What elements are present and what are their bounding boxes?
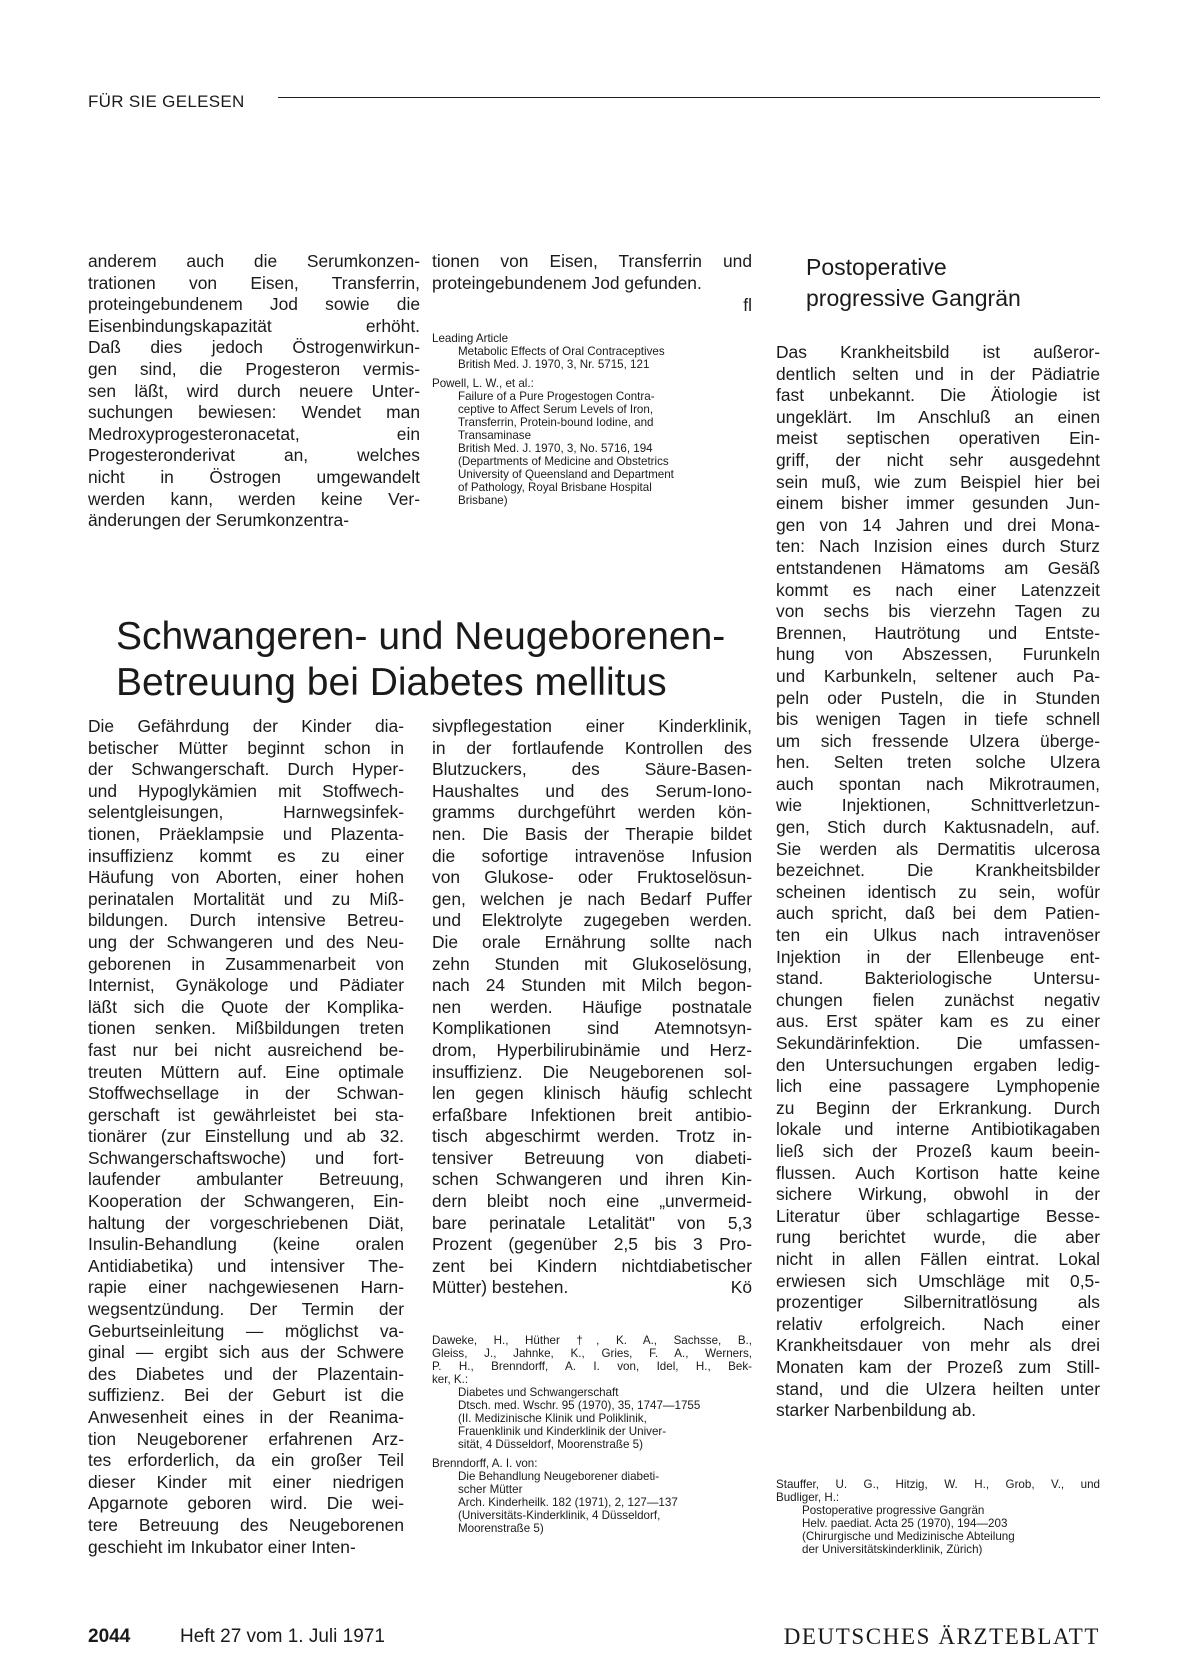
text-line: einem bisher immer gesunden Jun- [776, 493, 1100, 514]
text-line: von Glukose- oder Fruktoselösun- [432, 867, 752, 888]
reference-detail: Die Behandlung Neugeborener diabeti- [458, 1470, 660, 1483]
reference-author: Daweke, H., Hüther †, K. A., Sachsse, B., [432, 1334, 752, 1347]
text-line: Insulin-Behandlung (keine oralen [88, 1234, 404, 1255]
reference [776, 1478, 1100, 1556]
article2-references [432, 1334, 752, 1541]
article2-column-1 [88, 716, 404, 1558]
reference-detail: Helv. paediat. Acta 25 (1970), 194—203 [802, 1517, 1008, 1530]
text-line: scheinen identisch zu sein, wofür [776, 881, 1100, 902]
text-line: starker Narbenbildung ab. [776, 1400, 977, 1421]
text-line: meist septischen operativen Ein- [776, 428, 1100, 449]
text-line: tionärer (zur Einstellung und ab 32. [88, 1126, 404, 1147]
author-initials: Kö [730, 1277, 752, 1298]
text-line: der Schwangerschaft. Durch Hyper- [88, 759, 404, 780]
text-line: griff, der nicht sehr ausgedehnt [776, 449, 1100, 470]
text-line: Geburtseinleitung — möglichst va- [88, 1320, 404, 1341]
reference-detail: (Universitäts-Kinderklinik, 4 Düsseldorf, [458, 1509, 661, 1522]
text-line: nen werden. Häufige postnatale [432, 996, 752, 1017]
article3-title [806, 252, 1021, 314]
reference [432, 377, 752, 507]
reference-detail: British Med. J. 1970, 3, Nr. 5715, 121 [458, 358, 650, 371]
reference-detail: Metabolic Effects of Oral Contraceptives [458, 345, 665, 358]
text-line: dentlich selten und in der Pädiatrie [776, 363, 1100, 384]
text-line: sen läßt, wird durch neuere Unter- [88, 380, 420, 401]
text-line: ließ sich der Prozeß kaum beein- [776, 1140, 1100, 1161]
text-line: Antidiabetika) und intensiver The- [88, 1255, 404, 1276]
text-line: von sechs bis vierzehn Tagen zu [776, 601, 1100, 622]
text-line: ginal — ergibt sich aus der Schwere [88, 1342, 404, 1363]
text-line: tisch abgeschirmt werden. Trotz in- [432, 1126, 752, 1147]
text-line: Apgarnote geboren wird. Die wei- [88, 1493, 404, 1514]
reference-detail: (Chirurgische und Medizinische Abteilung [802, 1530, 1015, 1543]
text-line: den Untersuchungen ergaben ledig- [776, 1054, 1100, 1075]
text-line: Komplikationen sind Atemnotsyn- [432, 1018, 752, 1039]
text-line: fast nur bei nicht ausreichend be- [88, 1039, 404, 1060]
text-line: lich eine passagere Lymphopenie [776, 1076, 1100, 1097]
text-line: Progesteronderivat an, welches [88, 445, 420, 466]
article1-column-2 [432, 251, 752, 294]
text-line: zehn Stunden mit Glukoselösung, [432, 953, 752, 974]
text-line: zent bei Kindern nichtdiabetischer [432, 1255, 752, 1276]
title-line: Betreuung bei Diabetes mellitus [116, 661, 667, 704]
text-line: änderungen der Serumkonzentra- [88, 510, 350, 531]
article1-column-1 [88, 251, 420, 532]
text-line: geschieht im Inkubator einer Inten- [88, 1536, 356, 1557]
text-line: Eisenbindungskapazität erhöht. [88, 315, 420, 336]
text-line: auch spricht, daß bei dem Patien- [776, 903, 1100, 924]
text-line: wie Injektionen, Schnittverletzun- [776, 795, 1100, 816]
issue-info: Heft 27 vom 1. Juli 1971 [180, 1626, 385, 1647]
text-line: Brennen, Hautrötung und Entste- [776, 622, 1100, 643]
text-line: bare perinatale Letalität" von 5,3 [432, 1212, 752, 1233]
reference-author: Brenndorff, A. I. von: [432, 1457, 538, 1470]
reference-author: ker, K.: [432, 1373, 469, 1386]
text-line: tere Betreuung des Neugeborenen [88, 1514, 404, 1535]
text-line: suffizienz. Bei der Geburt ist die [88, 1385, 404, 1406]
reference-author: Budliger, H.: [776, 1491, 840, 1504]
text-line: Anwesenheit eines in der Reanima- [88, 1407, 404, 1427]
text-line: um sich fressende Ulzera überge- [776, 730, 1100, 751]
reference-detail: Brisbane) [458, 494, 508, 507]
text-line: ung der Schwangeren und des Neu- [88, 931, 404, 952]
text-line: betischer Mütter beginnt schon in [88, 737, 404, 758]
text-line: lokale und interne Antibiotikagaben [776, 1119, 1100, 1140]
text-line: bis wenigen Tagen in tiefe schnell [776, 709, 1100, 730]
reference-detail: of Pathology, Royal Brisbane Hospital [458, 481, 652, 494]
journal-name: DEUTSCHES ÄRZTEBLATT [783, 1624, 1100, 1649]
text-line: auch spontan nach Mikrotraumen, [776, 773, 1100, 794]
text-line: anderem auch die Serumkonzen- [88, 251, 420, 271]
reference-detail: Diabetes und Schwangerschaft [458, 1386, 619, 1399]
reference-author: Gleiss, J., Jahnke, K., Gries, F. A., Werners, [432, 1347, 752, 1360]
text-line: stand. Bakteriologische Untersu- [776, 968, 1100, 989]
reference [432, 332, 752, 371]
text-line: proteingebundenem Jod sowie die [88, 294, 420, 315]
text-line: gen sind, die Progesteron vermis- [88, 358, 420, 379]
text-line: fast unbekannt. Die Ätiologie ist [776, 385, 1100, 406]
reference-detail: Transaminase [458, 429, 532, 442]
text-line: nicht in Östrogen umgewandelt [88, 466, 420, 487]
text-line: Blutzuckers, des Säure-Basen- [432, 759, 752, 780]
text-line: gramms durchgeführt werden kön- [432, 802, 752, 823]
text-line: nen. Die Basis der Therapie bildet [432, 823, 752, 844]
reference-detail: (Departments of Medicine and Obstetrics [458, 455, 669, 468]
reference-author: P. H., Brenndorff, A. I. von, Idel, H., Bek- [432, 1360, 752, 1373]
text-line: tion Neugeborener erfahrenen Arz- [88, 1428, 404, 1449]
text-line: suchungen bewiesen: Wendet man [88, 402, 420, 423]
text-line: dieser Kinder mit einer niedrigen [88, 1471, 404, 1492]
reference-detail: Postoperative progressive Gangrän [802, 1504, 985, 1517]
text-line: prozentiger Silbernitratlösung als [776, 1292, 1100, 1313]
text-line: perinatalen Mortalität und zu Miß- [88, 888, 404, 909]
text-line: werden kann, werden keine Ver- [88, 488, 420, 509]
article2-column-2 [432, 716, 752, 1299]
text-line: sivpflegestation einer Kinderklinik, [432, 716, 752, 736]
text-line: Die orale Ernährung sollte nach [432, 931, 752, 952]
text-line: bezeichnet. Die Krankheitsbilder [776, 860, 1100, 881]
reference-detail: der Universitätskinderklinik, Zürich) [802, 1543, 983, 1556]
article1-initials: fl [743, 295, 752, 315]
text-line: drom, Hyperbilirubinämie und Herz- [432, 1039, 752, 1060]
article3-column [776, 342, 1100, 1422]
text-line: erfaßbare Infektionen breit antibio- [432, 1104, 752, 1125]
text-line: ten ein Ulkus nach intravenöser [776, 925, 1100, 946]
text-line: kommt es nach einer Latenzzeit [776, 579, 1100, 600]
text-line: trationen von Eisen, Transferrin, [88, 272, 420, 293]
reference-author: Powell, L. W., et al.: [432, 377, 534, 390]
text-line: und Karbunkeln, seltener auch Pa- [776, 665, 1100, 686]
title-line: Postoperative [806, 254, 947, 280]
reference-detail: ceptive to Affect Serum Levels of Iron, [458, 403, 654, 416]
text-line: schen Schwangeren und ihren Kin- [432, 1169, 752, 1190]
reference [432, 1457, 752, 1535]
reference-detail: scher Mütter [458, 1483, 523, 1496]
reference-detail: Arch. Kinderheilk. 182 (1971), 2, 127—137 [458, 1496, 678, 1509]
text-line: Medroxyprogesteronacetat, ein [88, 423, 420, 444]
text-line: Sekundärinfektion. Die umfassen- [776, 1033, 1100, 1053]
reference-detail: British Med. J. 1970, 3, No. 5716, 194 [458, 442, 653, 455]
text-line: gen von 14 Jahren und drei Mona- [776, 514, 1100, 535]
text-line: treuten Müttern auf. Eine optimale [88, 1061, 404, 1082]
text-line: zu Beginn der Erkrankung. Durch [776, 1097, 1100, 1118]
reference-detail: Transferrin, Protein-bound Iodine, and [458, 416, 654, 429]
text-line: Sie werden als Dermatitis ulcerosa [776, 838, 1100, 859]
text-line: Injektion in der Ellenbeuge ent- [776, 946, 1100, 967]
text-line: relativ erfolgreich. Nach einer [776, 1313, 1100, 1334]
text-line: ungeklärt. Im Anschluß an einen [776, 406, 1100, 427]
text-line: gen, welchen je nach Bedarf Puffer [432, 888, 752, 909]
text-line: peln oder Pusteln, die in Stunden [776, 687, 1100, 708]
text-line: Das Krankheitsbild ist außeror- [776, 342, 1100, 362]
reference-detail: Failure of a Pure Progestogen Contra- [458, 390, 655, 403]
text-line: Stoffwechsellage in der Schwan- [88, 1083, 404, 1104]
article2-title [116, 614, 725, 706]
article1-references [432, 332, 752, 513]
text-line: Schwangerschaftswoche) und fort- [88, 1147, 404, 1168]
reference [432, 1334, 752, 1451]
text-line: und Elektrolyte zugegeben werden. [432, 910, 752, 931]
text-line: insuffizienz. Die Neugeborenen sol- [432, 1061, 752, 1082]
section-header: FÜR SIE GELESEN [88, 92, 245, 111]
text-line: haltung der vorgeschriebenen Diät, [88, 1212, 404, 1233]
text-line: Mütter) bestehen. Kö [432, 1277, 752, 1298]
text-line: stand, und die Ulzera heilten unter [776, 1378, 1100, 1399]
text-line: sichere Wirkung, obwohl in der [776, 1184, 1100, 1205]
text-line: rapie einer nachgewiesenen Harn- [88, 1277, 404, 1298]
text-line: laufender ambulanter Betreuung, [88, 1169, 404, 1190]
text-line: proteingebundenem Jod gefunden. [432, 272, 702, 293]
text-line: tionen senken. Mißbildungen treten [88, 1018, 404, 1039]
text-line: insuffizienz kommt es zu einer [88, 845, 404, 866]
text-line: Daß dies jedoch Östrogenwirkun- [88, 337, 420, 358]
text-line: geborenen in Zusammenarbeit von [88, 953, 404, 974]
text-line: Prozent (gegenüber 2,5 bis 3 Pro- [432, 1234, 752, 1255]
text-line: len gegen klinisch häufig schlecht [432, 1083, 752, 1104]
text-line: Kooperation der Schwangeren, Ein- [88, 1191, 404, 1212]
text-line: hung von Abszessen, Furunkeln [776, 644, 1100, 665]
text-line: und Hypoglykämien mit Stoffwech- [88, 780, 404, 801]
text-line: in der fortlaufende Kontrollen des [432, 737, 752, 758]
text-line: selentgleisungen, Harnwegsinfek- [88, 802, 404, 823]
reference-detail: University of Queensland and Department [458, 468, 674, 481]
reference-author: Stauffer, U. G., Hitzig, W. H., Grob, V., und [776, 1478, 1100, 1491]
text-line: Krankheitsdauer von mehr als drei [776, 1335, 1100, 1356]
text-line: gen, Stich durch Kaktusnadeln, auf. [776, 817, 1100, 838]
text-line: sein muß, wie zum Beispiel hier bei [776, 471, 1100, 492]
reference-detail: sität, 4 Düsseldorf, Moorenstraße 5) [458, 1438, 643, 1451]
title-line: Schwangeren- und Neugeborenen- [116, 615, 726, 658]
text-line: die sofortige intravenöse Infusion [432, 845, 752, 866]
text-line: gerschaft ist gewährleistet bei sta- [88, 1104, 404, 1125]
title-line: progressive Gangrän [806, 285, 1021, 311]
page-number: 2044 [88, 1626, 131, 1647]
text-line: rung berichtet wurde, die aber [776, 1227, 1100, 1248]
text-line: nicht in allen Fällen eintrat. Lokal [776, 1248, 1100, 1269]
text-line: bildungen. Durch intensive Betreu- [88, 910, 404, 931]
reference-detail: (II. Medizinische Klinik und Poliklinik, [458, 1412, 647, 1425]
text-line: Haushaltes und des Serum-Iono- [432, 780, 752, 801]
reference-detail: Dtsch. med. Wschr. 95 (1970), 35, 1747—1755 [458, 1399, 701, 1412]
header-rule [278, 97, 1100, 98]
text-line: hen. Selten treten solche Ulzera [776, 752, 1100, 773]
text-line: läßt sich die Quote der Komplika- [88, 996, 404, 1017]
text-line: wegsentzündung. Der Termin der [88, 1299, 404, 1320]
text-line: Monaten kam der Prozeß zum Still- [776, 1356, 1100, 1377]
text-line: entstandenen Hämatoms am Gesäß [776, 557, 1100, 578]
text-line: flussen. Auch Kortison hatte keine [776, 1162, 1100, 1183]
text-line: tes erforderlich, da ein großer Teil [88, 1450, 404, 1471]
text-line: Internist, Gynäkologe und Pädiater [88, 975, 404, 996]
text-line: Literatur über schlagartige Besse- [776, 1205, 1100, 1226]
text-line: tionen, Präeklampsie und Plazenta- [88, 823, 404, 844]
text-line: chungen fielen zunächst negativ [776, 989, 1100, 1010]
text-line: des Diabetes und der Plazentain- [88, 1363, 404, 1384]
text-line: dern bleibt noch eine „unvermeid- [432, 1191, 752, 1212]
text-line: nach 24 Stunden mit Milch begon- [432, 975, 752, 996]
text-line: tionen von Eisen, Transferrin und [432, 251, 752, 271]
text-line: erwiesen sich Umschläge mit 0,5- [776, 1270, 1100, 1291]
text-line: Die Gefährdung der Kinder dia- [88, 716, 404, 736]
text-line: aus. Erst später kam es zu einer [776, 1011, 1100, 1032]
text-line: tensiver Betreuung von diabeti- [432, 1147, 752, 1168]
article3-references [776, 1478, 1100, 1562]
reference-detail: Moorenstraße 5) [458, 1522, 544, 1535]
text-line: Häufung von Aborten, einer hohen [88, 867, 404, 888]
reference-detail: Frauenklinik und Kinderklinik der Univer- [458, 1425, 667, 1438]
reference-author: Leading Article [432, 332, 509, 345]
text-line: ten: Nach Inzision eines durch Sturz [776, 536, 1100, 557]
